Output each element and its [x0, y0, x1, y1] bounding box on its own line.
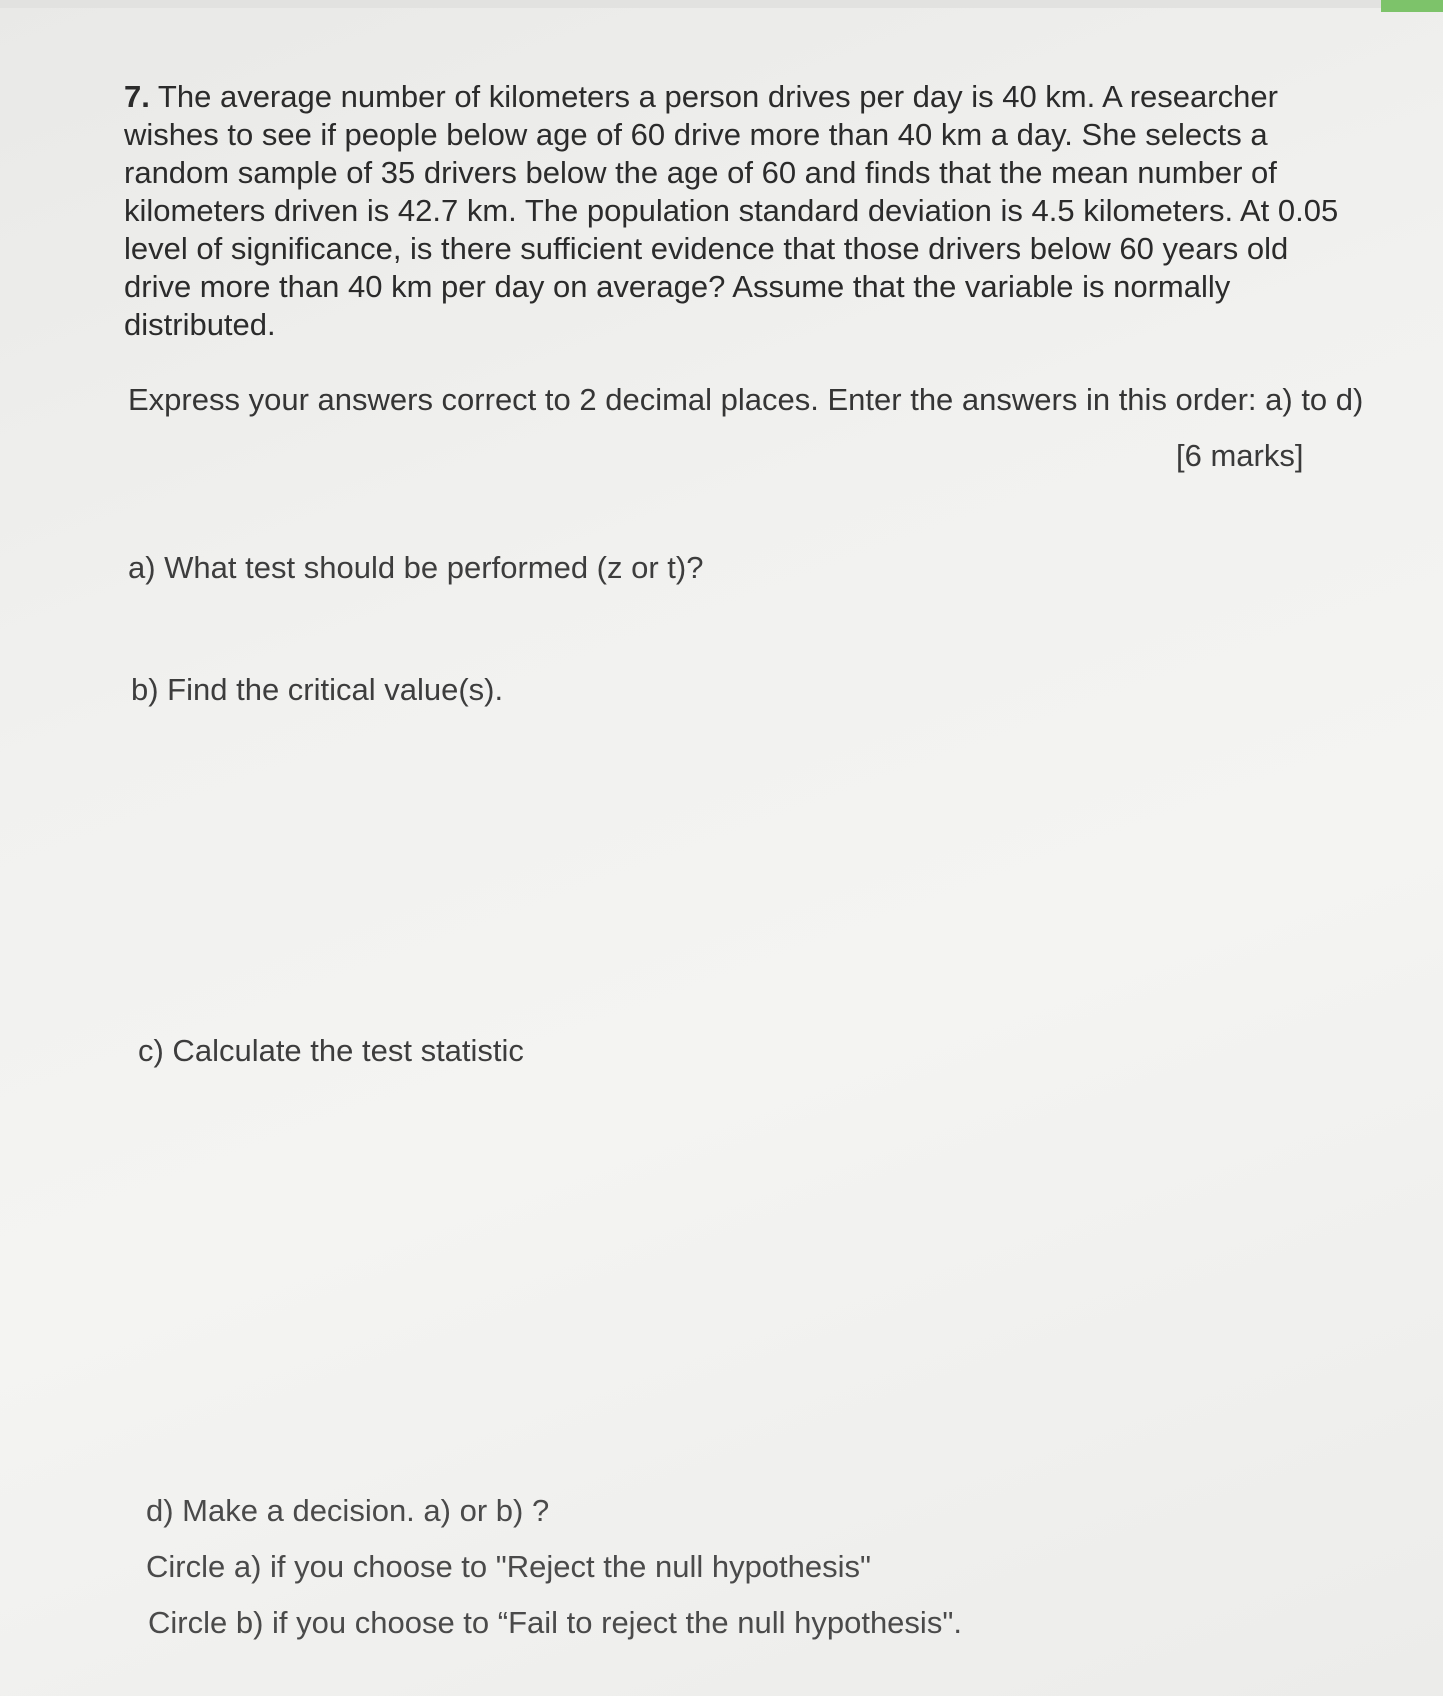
part-a-prompt: a) What test should be performed (z or t)? — [128, 550, 704, 585]
marks-label: [6 marks] — [1176, 438, 1304, 473]
circle-a-option: Circle a) if you choose to "Reject the null hypothesis" — [146, 1549, 872, 1584]
question-block — [124, 78, 1364, 344]
question-paragraph — [124, 78, 1364, 344]
part-d-prompt: d) Make a decision. a) or b) ? — [146, 1493, 550, 1528]
answer-instructions: Express your answers correct to 2 decimal places. Enter the answers in this order: a) to d) — [128, 382, 1364, 417]
question-number: 7. — [124, 79, 150, 114]
green-corner-tab — [1381, 0, 1443, 12]
top-edge-strip — [0, 0, 1443, 8]
part-b-prompt: b) Find the critical value(s). — [131, 672, 504, 707]
part-c-prompt: c) Calculate the test statistic — [138, 1033, 524, 1068]
circle-b-option: Circle b) if you choose to “Fail to reject the null hypothesis". — [148, 1605, 962, 1640]
question-text: The average number of kilometers a person drives per day is 40 km. A researcher wishes to see if people below age of 60 drive more than 40 km a day. She selects a random sample of 35 drivers below the age of 60 and finds that the mean number of kilometers driven is 42.7 km. The population standard deviation is 4.5 kilometers. At 0.05 level of significance, is there sufficient evidence that those drivers below 60 years old drive more than 40 km per day on average? Assume that the variable is normally distributed. — [124, 79, 1339, 342]
